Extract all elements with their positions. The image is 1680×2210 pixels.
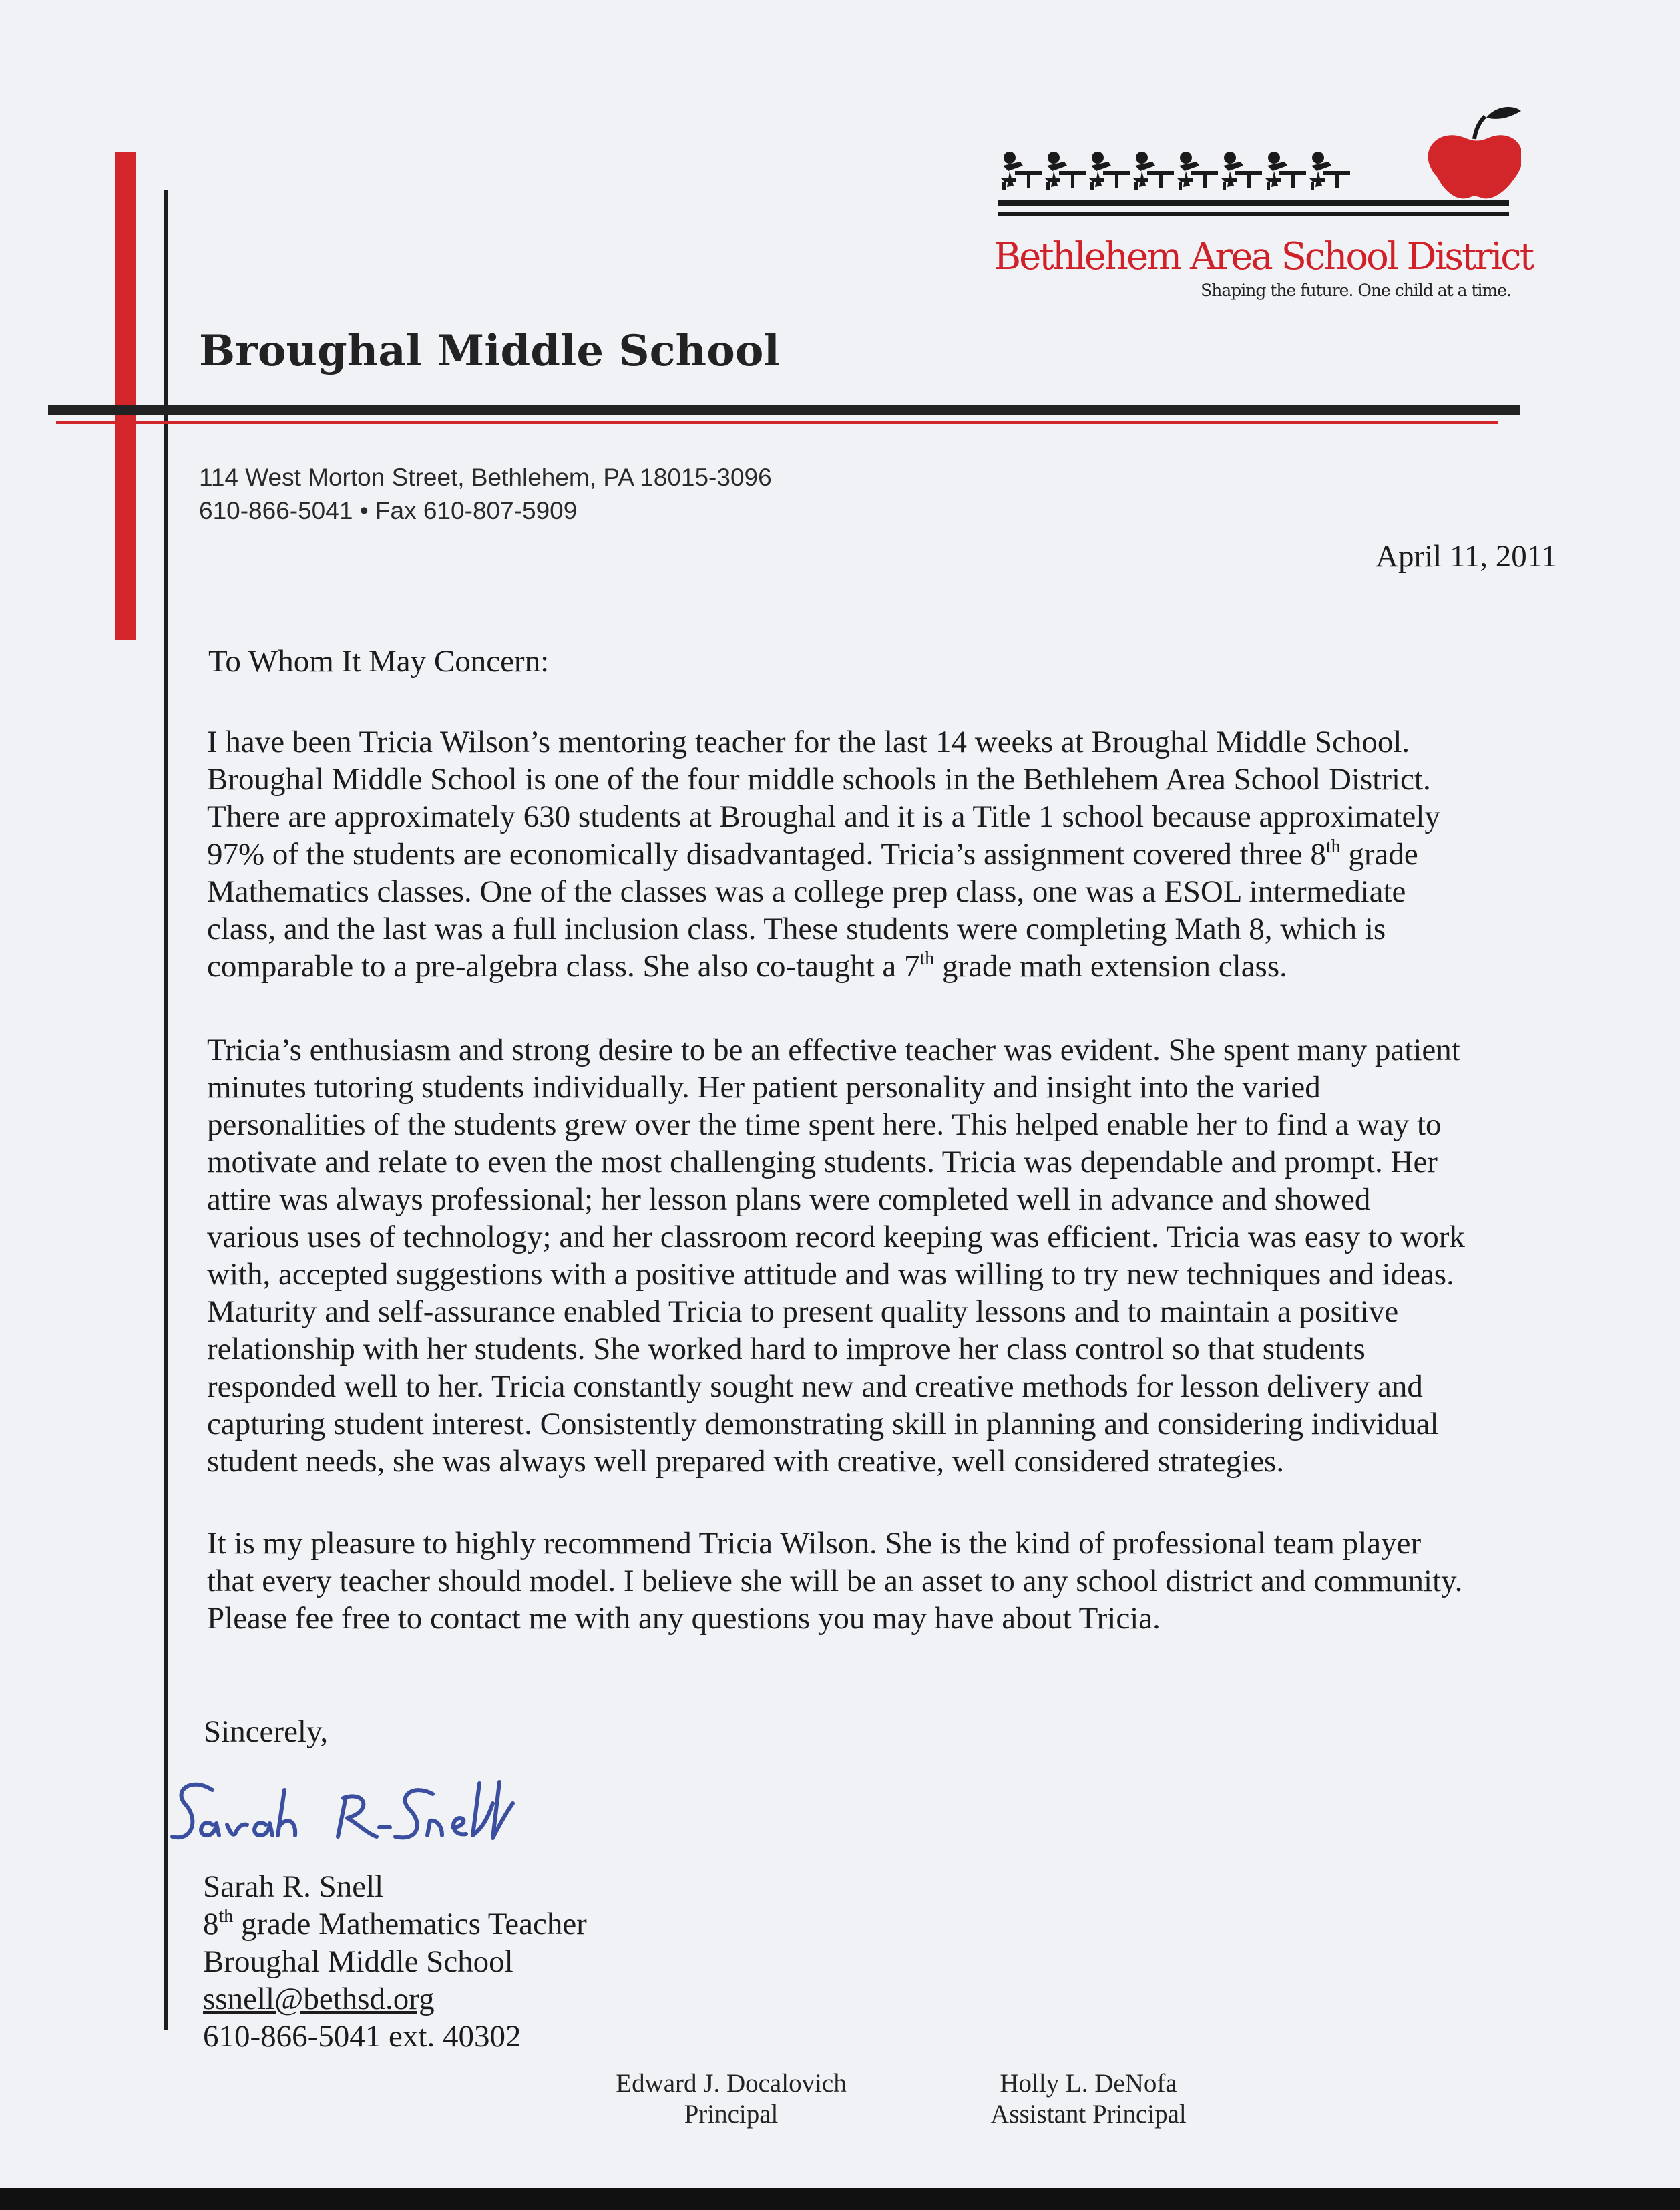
paragraph-line: responded well to her. Tricia constantly sought new and creative methods for lesson delivery and	[207, 1369, 1423, 1404]
principal-title: Principal	[684, 2100, 779, 2129]
letterhead-black-rule	[48, 405, 1520, 415]
paragraph-line: relationship with her students. She worked hard to improve her class control so that students	[207, 1332, 1366, 1366]
signer-phone: 610-866-5041 ext. 40302	[203, 2019, 521, 2054]
paragraph-line: motivate and relate to even the most challenging students. Tricia was dependable and prompt. Her	[207, 1145, 1438, 1179]
district-tagline: Shaping the future. One child at a time.	[1201, 281, 1511, 300]
salutation: To Whom It May Concern:	[208, 644, 550, 679]
signer-name: Sarah R. Snell	[203, 1869, 384, 1904]
address-line: 114 West Morton Street, Bethlehem, PA 18015-3096	[199, 464, 772, 491]
paragraph-line: that every teacher should model. I believe she will be an asset to any school district and community.	[207, 1563, 1463, 1598]
signer-title: 8th grade Mathematics Teacher	[203, 1906, 587, 1942]
paragraph-line: with, accepted suggestions with a positive attitude and was willing to try new techniques and ideas.	[207, 1257, 1454, 1292]
closing: Sincerely,	[204, 1714, 329, 1749]
paragraph-line: capturing student interest. Consistently demonstrating skill in planning and considering individual	[207, 1407, 1439, 1441]
apple-icon	[1428, 107, 1521, 198]
paragraph-2	[207, 1031, 1465, 1480]
handwritten-signature	[166, 1763, 700, 1870]
paragraph-line: Broughal Middle School is one of the four middle schools in the Bethlehem Area School District.	[207, 762, 1431, 797]
school-address	[199, 461, 772, 528]
signer-school: Broughal Middle School	[203, 1944, 513, 1979]
paragraph-3	[207, 1525, 1462, 1637]
paragraph-line: comparable to a pre-algebra class. She also co-taught a 7th grade math extension class.	[207, 948, 1287, 984]
paragraph-line: 97% of the students are economically disadvantaged. Tricia’s assignment covered three 8th grade	[207, 836, 1418, 872]
assistant-principal-title: Assistant Principal	[990, 2100, 1187, 2129]
paragraph-line: Tricia’s enthusiasm and strong desire to be an effective teacher was evident. She spent many patient	[207, 1033, 1460, 1067]
principal-name: Edward J. Docalovich	[616, 2069, 847, 2098]
paragraph-line: various uses of technology; and her classroom record keeping was efficient. Tricia was easy to work	[207, 1220, 1465, 1254]
paragraph-line: Mathematics classes. One of the classes was a college prep class, one was a ESOL intermediate	[207, 874, 1406, 909]
paragraph-line: Please fee free to contact me with any questions you may have about Tricia.	[207, 1601, 1161, 1636]
assistant-principal-footer	[921, 2068, 1255, 2130]
paragraph-line: I have been Tricia Wilson’s mentoring teacher for the last 14 weeks at Broughal Middle School.	[207, 725, 1410, 759]
letterhead-black-line	[164, 190, 168, 2030]
letter-date: April 11, 2011	[1376, 539, 1557, 574]
district-logo	[994, 99, 1533, 319]
principal-footer	[568, 2068, 895, 2130]
phone-fax-line: 610-866-5041 • Fax 610-807-5909	[199, 497, 578, 524]
paragraph-line: minutes tutoring students individually. Her patient personality and insight into the varied	[207, 1070, 1321, 1105]
signature-block	[203, 1868, 587, 2055]
paragraph-line: It is my pleasure to highly recommend Tricia Wilson. She is the kind of professional team player	[207, 1526, 1422, 1561]
signer-email-link[interactable]: ssnell@bethsd.org	[203, 1982, 435, 2016]
letterhead-red-rule	[56, 421, 1498, 424]
paragraph-1	[207, 723, 1440, 985]
paragraph-line: personalities of the students grew over the time spent here. This helped enable her to find a way to	[207, 1107, 1442, 1142]
district-name: Bethlehem Area School District	[994, 235, 1533, 279]
paragraph-line: student needs, she was always well prepared with creative, well considered strategies.	[207, 1444, 1285, 1479]
school-name: Broughal Middle School	[199, 326, 780, 376]
assistant-principal-name: Holly L. DeNofa	[1000, 2069, 1177, 2098]
letterhead-red-bar	[115, 152, 136, 640]
paragraph-line: class, and the last was a full inclusion class. These students were completing Math 8, which is	[207, 912, 1386, 946]
paragraph-line: There are approximately 630 students at Broughal and it is a Title 1 school because approximately	[207, 799, 1440, 834]
paragraph-line: attire was always professional; her lesson plans were completed well in advance and showed	[207, 1182, 1371, 1217]
scan-bottom-edge	[0, 2188, 1680, 2210]
desks-and-apple-icon	[994, 99, 1521, 239]
paragraph-line: Maturity and self-assurance enabled Tricia to present quality lessons and to maintain a positive	[207, 1294, 1399, 1329]
